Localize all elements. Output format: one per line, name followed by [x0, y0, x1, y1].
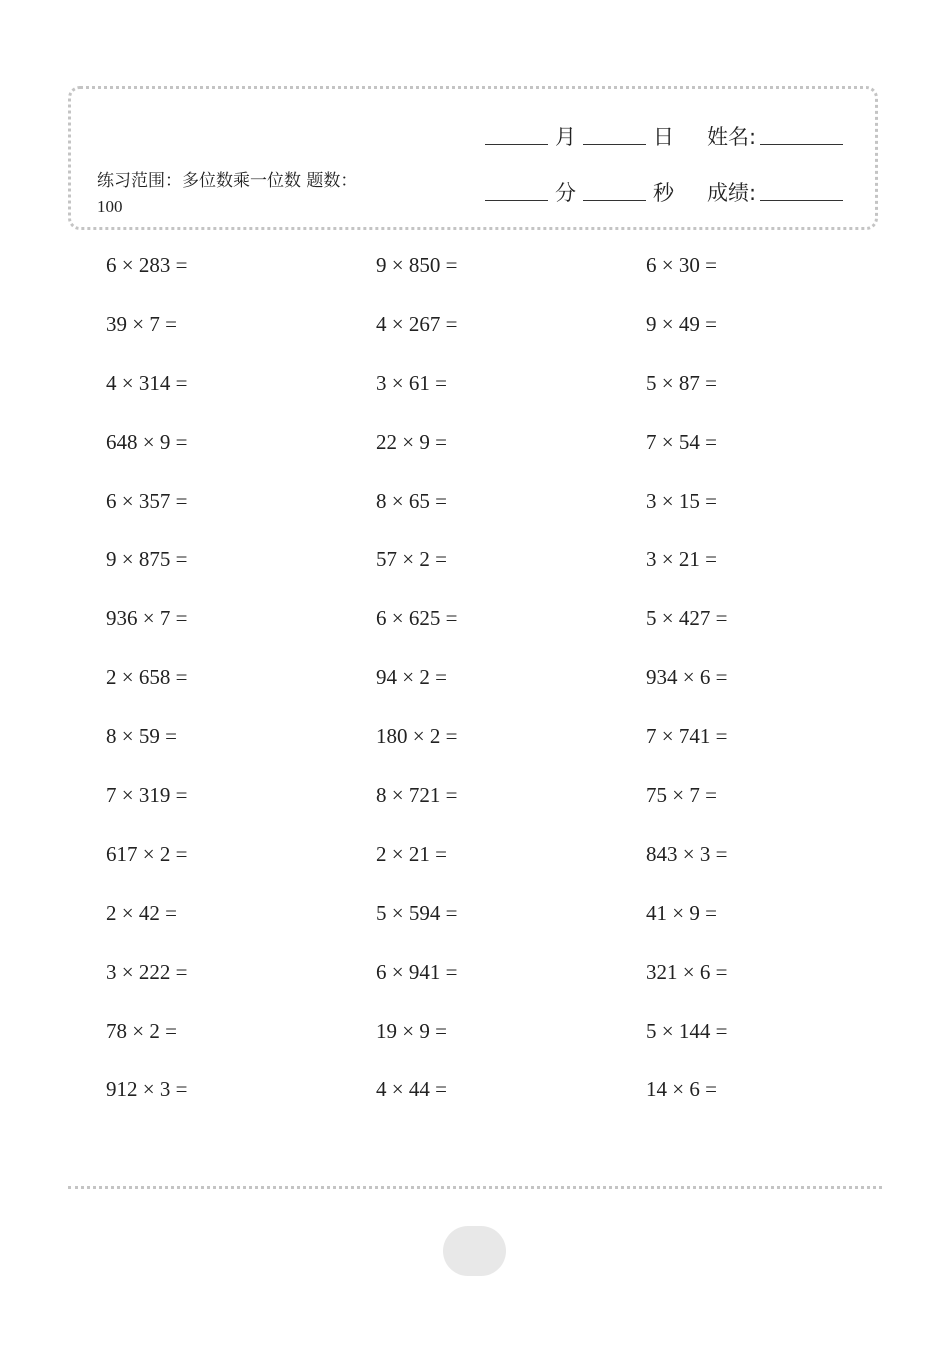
problem-item: 3 × 222 =	[106, 959, 188, 984]
problem-item: 8 × 59 =	[106, 724, 177, 749]
name-label: 姓名:	[707, 125, 757, 149]
problem-item: 75 × 7 =	[646, 783, 717, 808]
problem-item: 180 × 2 =	[376, 724, 458, 749]
minute-label: 分	[555, 181, 576, 205]
problem-item: 4 × 44 =	[376, 1077, 447, 1102]
problem-item: 2 × 658 =	[106, 665, 188, 690]
problem-item: 2 × 42 =	[106, 900, 177, 925]
page-number-badge	[443, 1226, 506, 1276]
month-label: 月	[555, 125, 576, 149]
problem-item: 7 × 54 =	[646, 429, 717, 454]
problem-item: 3 × 61 =	[376, 370, 447, 395]
problem-item: 6 × 941 =	[376, 959, 458, 984]
problem-item: 9 × 875 =	[106, 547, 188, 572]
minute-blank[interactable]	[485, 200, 548, 201]
problem-item: 22 × 9 =	[376, 429, 447, 454]
problem-item: 9 × 49 =	[646, 311, 717, 336]
problem-item: 936 × 7 =	[106, 606, 188, 631]
score-blank[interactable]	[760, 200, 843, 201]
score-label: 成绩:	[707, 181, 757, 205]
problem-item: 2 × 21 =	[376, 841, 447, 866]
problem-item: 6 × 357 =	[106, 488, 188, 513]
second-blank[interactable]	[583, 200, 646, 201]
problem-item: 4 × 314 =	[106, 370, 188, 395]
problem-item: 321 × 6 =	[646, 959, 728, 984]
problem-item: 617 × 2 =	[106, 841, 188, 866]
problem-item: 648 × 9 =	[106, 429, 188, 454]
problem-item: 7 × 741 =	[646, 724, 728, 749]
name-blank[interactable]	[760, 144, 843, 145]
problem-item: 912 × 3 =	[106, 1077, 188, 1102]
problem-item: 6 × 625 =	[376, 606, 458, 631]
problem-item: 3 × 15 =	[646, 488, 717, 513]
day-label: 日	[653, 125, 674, 149]
problem-grid	[106, 251, 866, 1134]
problem-item: 9 × 850 =	[376, 253, 458, 277]
footer-divider	[68, 1186, 882, 1189]
day-blank[interactable]	[583, 144, 646, 145]
problem-item: 5 × 144 =	[646, 1018, 728, 1043]
problem-item: 5 × 427 =	[646, 606, 728, 631]
problem-item: 8 × 721 =	[376, 783, 458, 808]
problem-item: 8 × 65 =	[376, 488, 447, 513]
scope-text: 练习范围：多位数乘一位数 题数：	[97, 171, 358, 191]
problem-item: 3 × 21 =	[646, 547, 717, 572]
practice-scope	[97, 169, 369, 220]
problem-item: 57 × 2 =	[376, 547, 447, 572]
problem-item: 7 × 319 =	[106, 783, 188, 808]
problem-item: 934 × 6 =	[646, 665, 728, 690]
problem-item: 14 × 6 =	[646, 1077, 717, 1102]
problem-item: 6 × 283 =	[106, 253, 188, 277]
problem-item: 41 × 9 =	[646, 900, 717, 925]
problem-item: 19 × 9 =	[376, 1018, 447, 1043]
date-name-row	[485, 119, 843, 149]
problem-item: 843 × 3 =	[646, 841, 728, 866]
second-label: 秒	[653, 181, 674, 205]
problem-item: 6 × 30 =	[646, 253, 717, 277]
problem-item: 5 × 594 =	[376, 900, 458, 925]
problem-item: 94 × 2 =	[376, 665, 447, 690]
problem-item: 78 × 2 =	[106, 1018, 177, 1043]
problem-item: 4 × 267 =	[376, 311, 458, 336]
worksheet-header	[68, 86, 878, 230]
time-score-row	[485, 175, 843, 205]
problem-item: 5 × 87 =	[646, 370, 717, 395]
month-blank[interactable]	[485, 144, 548, 145]
question-count: 100	[97, 197, 123, 216]
problem-item: 39 × 7 =	[106, 311, 177, 336]
